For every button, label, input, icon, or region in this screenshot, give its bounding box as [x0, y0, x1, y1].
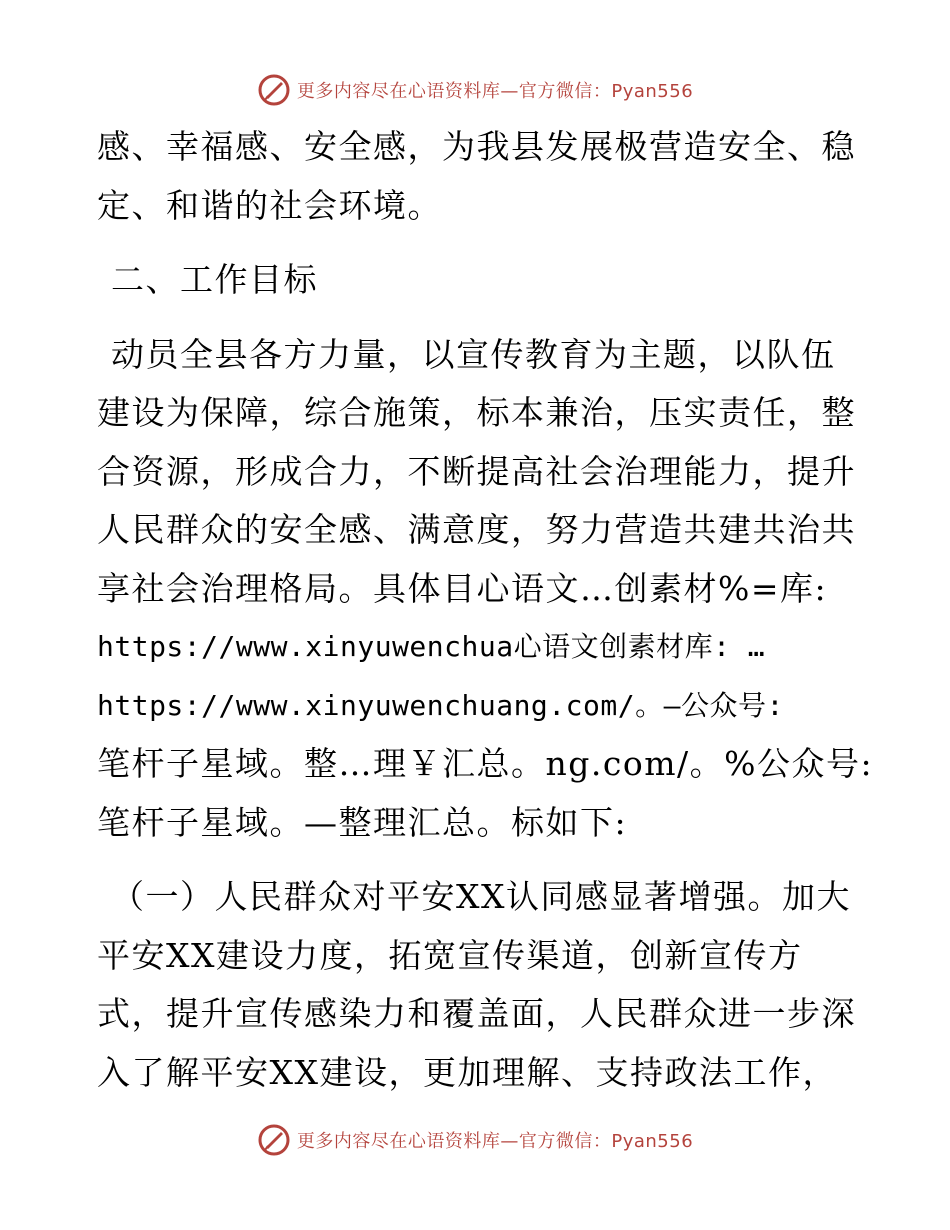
body-line: https://www.xinyuwenchua心语文创素材库: …: [97, 630, 766, 663]
quill-logo-icon: [257, 1123, 291, 1157]
body-line: （一）人民群众对平安XX认同感显著增强。加大: [111, 877, 851, 916]
section-heading: 二、工作目标: [111, 260, 318, 299]
body-line: 建设为保障，综合施策，标本兼治，压实责任，整: [97, 393, 856, 432]
body-line: https://www.xinyuwenchuang.com/。—公众号:: [97, 688, 784, 722]
header-banner-text: 更多内容尽在心语资料库—官方微信：Pyan556: [296, 81, 694, 102]
body-line: 人民群众的安全感、满意度，努力营造共建共治共: [97, 510, 856, 549]
body-line: 享社会治理格局。具体目心语文…创素材%=库:: [97, 568, 828, 608]
document-body: [97, 118, 874, 1102]
body-line: 笔杆子星域。—整理汇总。标如下:: [97, 802, 628, 842]
footer-banner-text: 更多内容尽在心语资料库—官方微信：Pyan556: [296, 1131, 694, 1152]
body-line: 动员全县各方力量，以宣传教育为主题，以队伍: [111, 334, 836, 374]
body-line: 感、幸福感、安全感，为我县发展极营造安全、稳: [97, 127, 856, 166]
body-line: 平安XX建设力度，拓宽宣传渠道，创新宣传方: [97, 935, 803, 975]
body-line: 合资源，形成合力，不断提高社会治理能力，提升: [97, 451, 856, 491]
body-line: 定、和谐的社会环境。: [97, 185, 442, 225]
footer-banner: [0, 1120, 950, 1160]
quill-logo-icon: [257, 73, 291, 107]
body-line: 笔杆子星域。整…理￥汇总。ng.com/。%公众号:: [97, 744, 874, 783]
body-line: 式，提升宣传感染力和覆盖面，人民群众进一步深: [97, 994, 856, 1033]
body-line: 入了解平安XX建设，更加理解、支持政法工作，: [97, 1052, 837, 1092]
header-banner: [0, 70, 950, 110]
